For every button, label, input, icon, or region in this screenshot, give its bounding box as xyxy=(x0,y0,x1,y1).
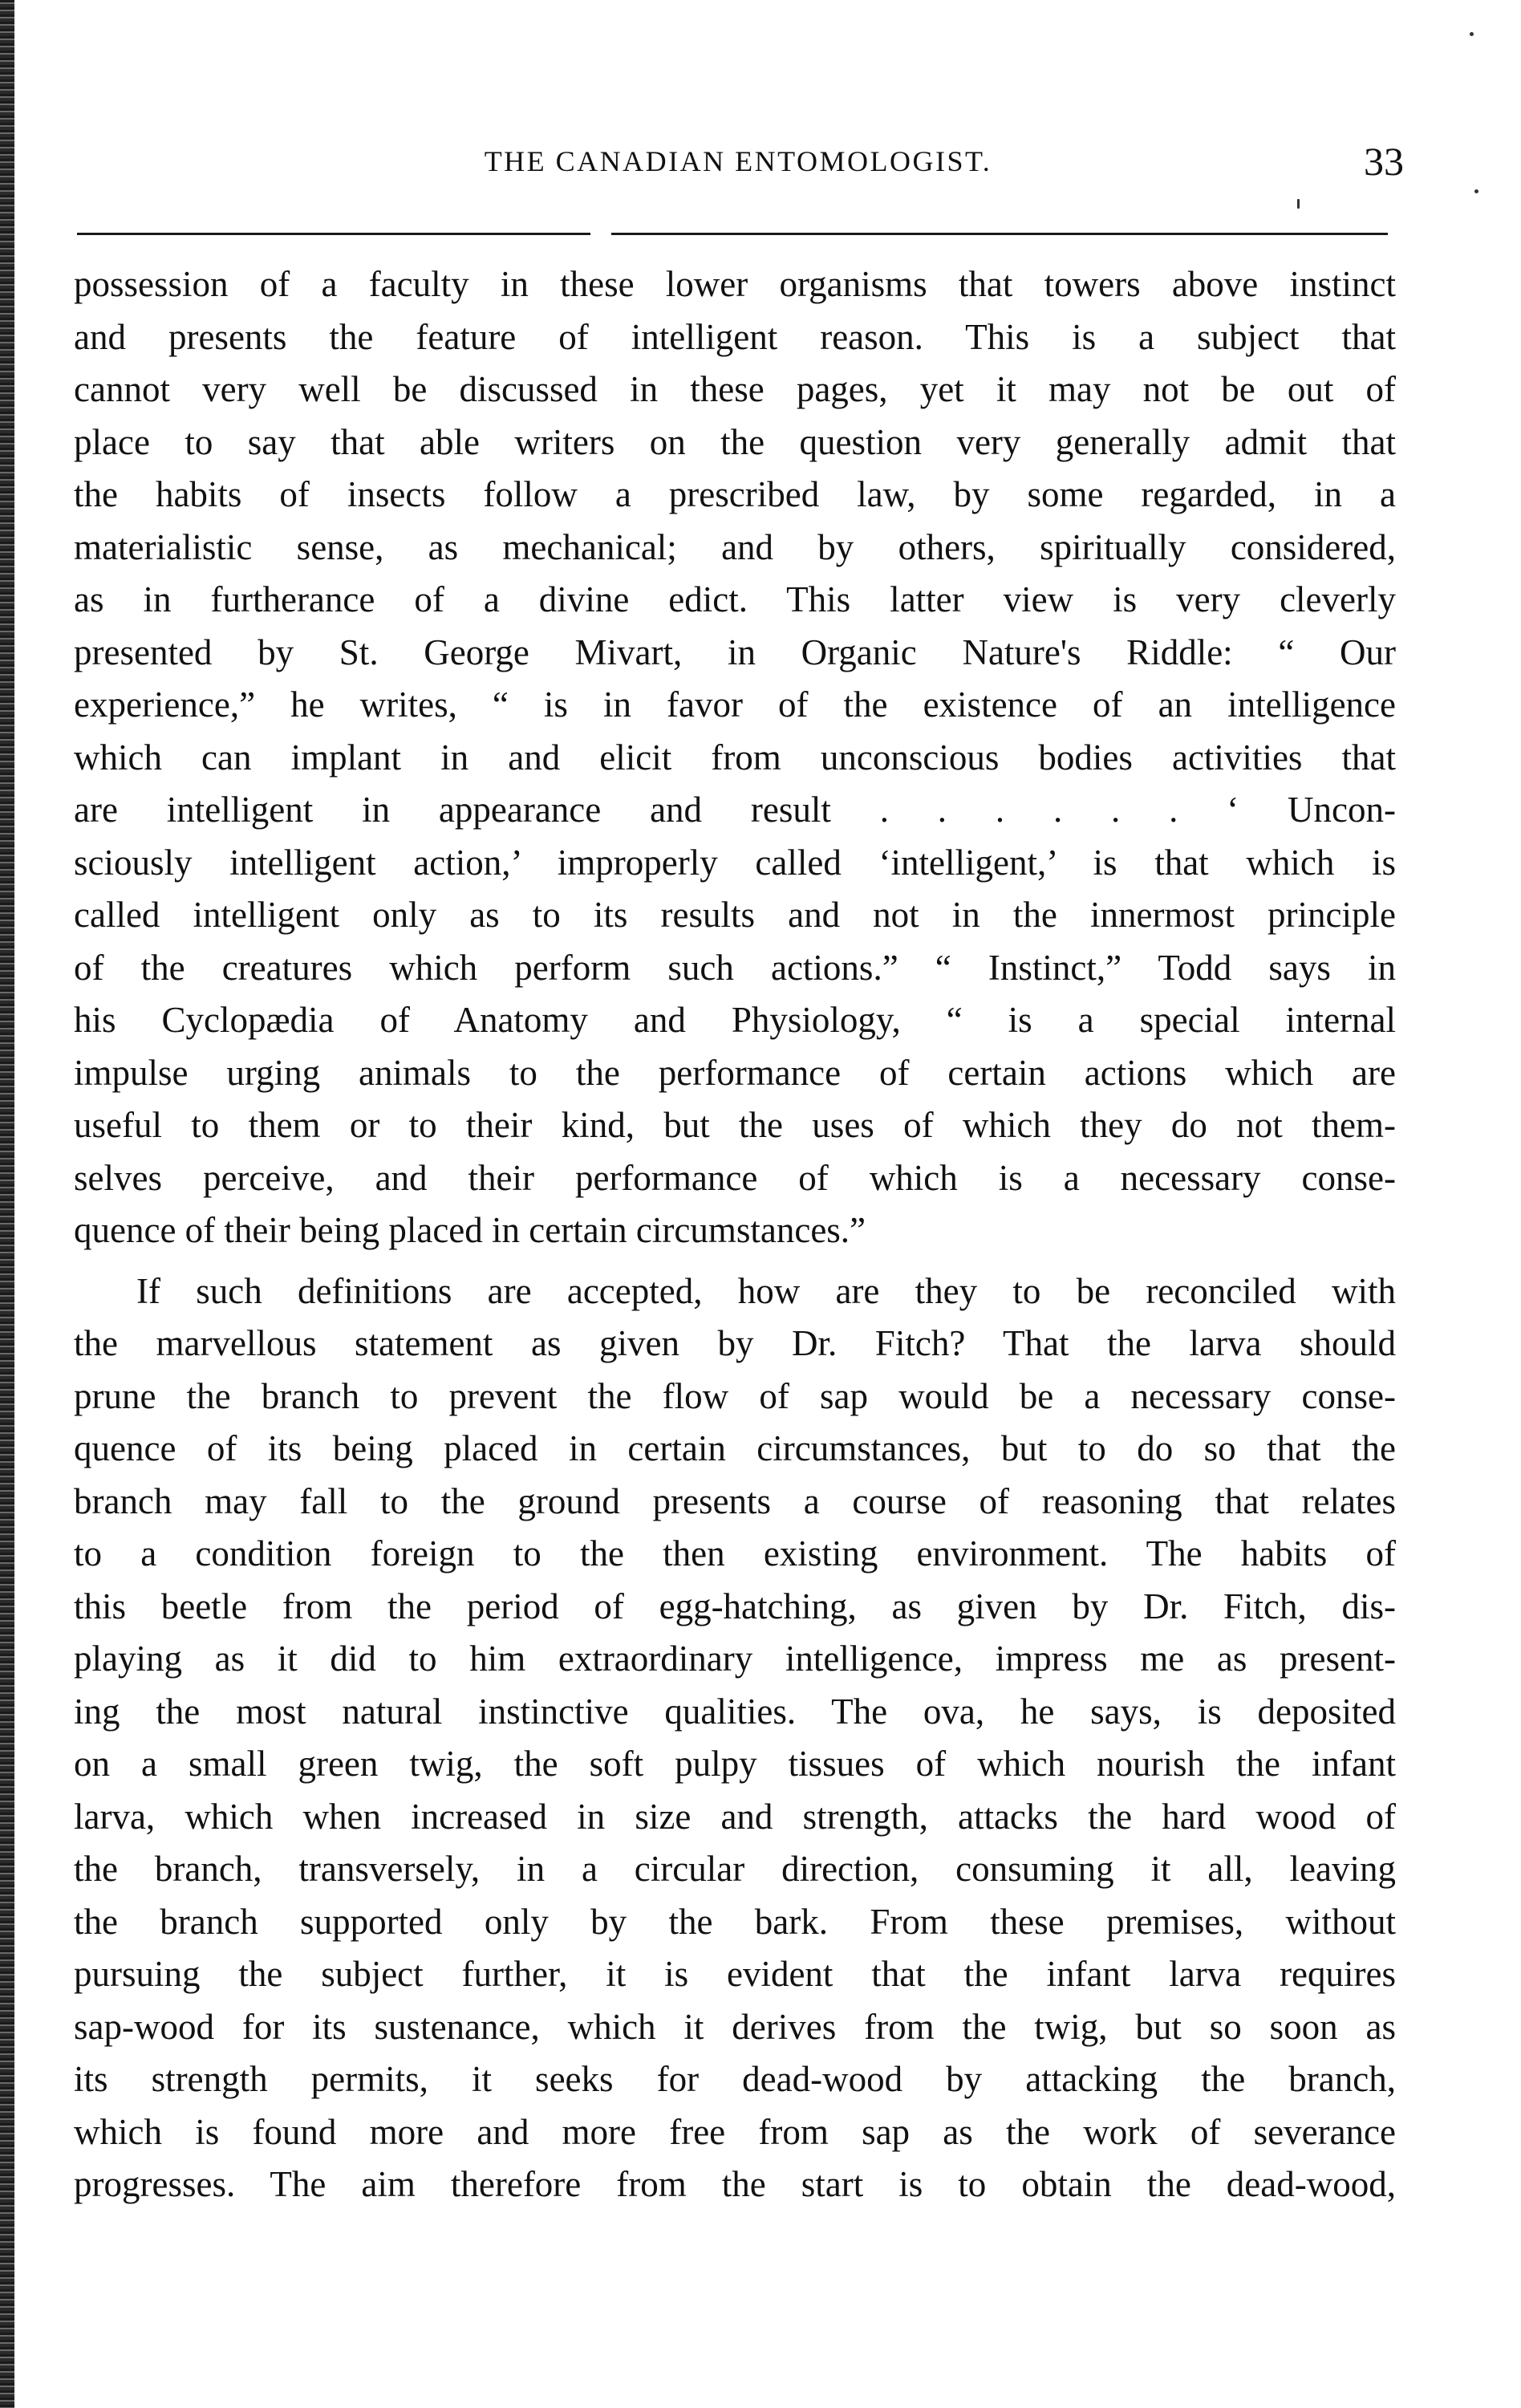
text-line: sciously intelligent action,’ improperly called ‘intelligent,’ is that which is xyxy=(74,842,1396,883)
text-line: impulse urging animals to the performance of certain actions which are xyxy=(74,1052,1396,1093)
header-rule-right xyxy=(611,233,1388,235)
print-speck xyxy=(1470,32,1474,36)
print-speck xyxy=(1474,189,1478,193)
text-line: the branch supported only by the bark. From these premises, without xyxy=(74,1901,1396,1942)
page-number: 33 xyxy=(1364,139,1404,184)
text-line: If such definitions are accepted, how are they to be reconciled with xyxy=(136,1270,1396,1311)
text-line: called intelligent only as to its results and not in the innermost principle xyxy=(74,895,1396,935)
text-line: its strength permits, it seeks for dead-wood by attacking the branch, xyxy=(74,2059,1396,2099)
text-line: his Cyclopædia of Anatomy and Physiology, “ is a special internal xyxy=(74,1000,1396,1040)
paragraph-gap xyxy=(74,1257,1396,1265)
running-head xyxy=(72,139,1404,193)
binding-edge xyxy=(0,0,14,2408)
header-rule-left xyxy=(77,233,590,235)
journal-title: THE CANADIAN ENTOMOLOGIST. xyxy=(484,145,992,177)
text-line: experience,” he writes, “ is in favor of the existence of an intelligence xyxy=(74,684,1396,725)
text-line: to a condition foreign to the then existing environment. The habits of xyxy=(74,1533,1396,1574)
text-line: sap-wood for its sustenance, which it derives from the twig, but so soon as xyxy=(74,2006,1396,2047)
text-line: pursuing the subject further, it is evident that the infant larva requires xyxy=(74,1954,1396,1994)
paragraph-2 xyxy=(74,1265,1396,2211)
body-text xyxy=(74,258,1396,2211)
text-line: progresses. The aim therefore from the start is to obtain the dead-wood, xyxy=(74,2164,1396,2204)
text-line: possession of a faculty in these lower organisms that towers above instinct xyxy=(74,264,1396,304)
text-line: quence of its being placed in certain circumstances, but to do so that the xyxy=(74,1428,1396,1468)
paragraph-1 xyxy=(74,258,1396,1257)
text-line: quence of their being placed in certain circumstances.” xyxy=(74,1210,866,1250)
text-line: branch may fall to the ground presents a course of reasoning that relates xyxy=(74,1480,1396,1521)
text-line: which can implant in and elicit from unconscious bodies activities that xyxy=(74,737,1396,778)
text-line: playing as it did to him extraordinary intelligence, impress me as present- xyxy=(74,1638,1396,1679)
text-line: the branch, transversely, in a circular direction, consuming it all, leaving xyxy=(74,1849,1396,1889)
text-line: materialistic sense, as mechanical; and by others, spiritually considered, xyxy=(74,526,1396,567)
text-line: larva, which when increased in size and strength, attacks the hard wood of xyxy=(74,1796,1396,1837)
text-line: the habits of insects follow a prescribed law, by some regarded, in a xyxy=(74,474,1396,514)
text-line: useful to them or to their kind, but the uses of which they do not them- xyxy=(74,1105,1396,1145)
text-line: are intelligent in appearance and result . . . . . . ‘ Uncon- xyxy=(74,790,1396,830)
text-line: as in furtherance of a divine edict. This latter view is very cleverly xyxy=(74,579,1396,619)
text-line: the marvellous statement as given by Dr. Fitch? That the larva should xyxy=(74,1323,1396,1363)
text-line: prune the branch to prevent the flow of sap would be a necessary conse- xyxy=(74,1375,1396,1416)
text-line: which is found more and more free from sap as the work of severance xyxy=(74,2111,1396,2152)
print-speck xyxy=(1297,199,1300,209)
text-line: on a small green twig, the soft pulpy tissues of which nourish the infant xyxy=(74,1744,1396,1784)
text-line: and presents the feature of intelligent reason. This is a subject that xyxy=(74,316,1396,357)
text-line: presented by St. George Mivart, in Organic Nature's Riddle: “ Our xyxy=(74,631,1396,672)
text-line: ing the most natural instinctive qualities. The ova, he says, is deposited xyxy=(74,1691,1396,1732)
text-line: of the creatures which perform such actions.” “ Instinct,” Todd says in xyxy=(74,947,1396,988)
text-line: cannot very well be discussed in these pages, yet it may not be out of xyxy=(74,369,1396,409)
text-line: place to say that able writers on the question very generally admit that xyxy=(74,421,1396,462)
text-line: this beetle from the period of egg-hatching, as given by Dr. Fitch, dis- xyxy=(74,1586,1396,1626)
text-line: selves perceive, and their performance of which is a necessary conse- xyxy=(74,1157,1396,1198)
